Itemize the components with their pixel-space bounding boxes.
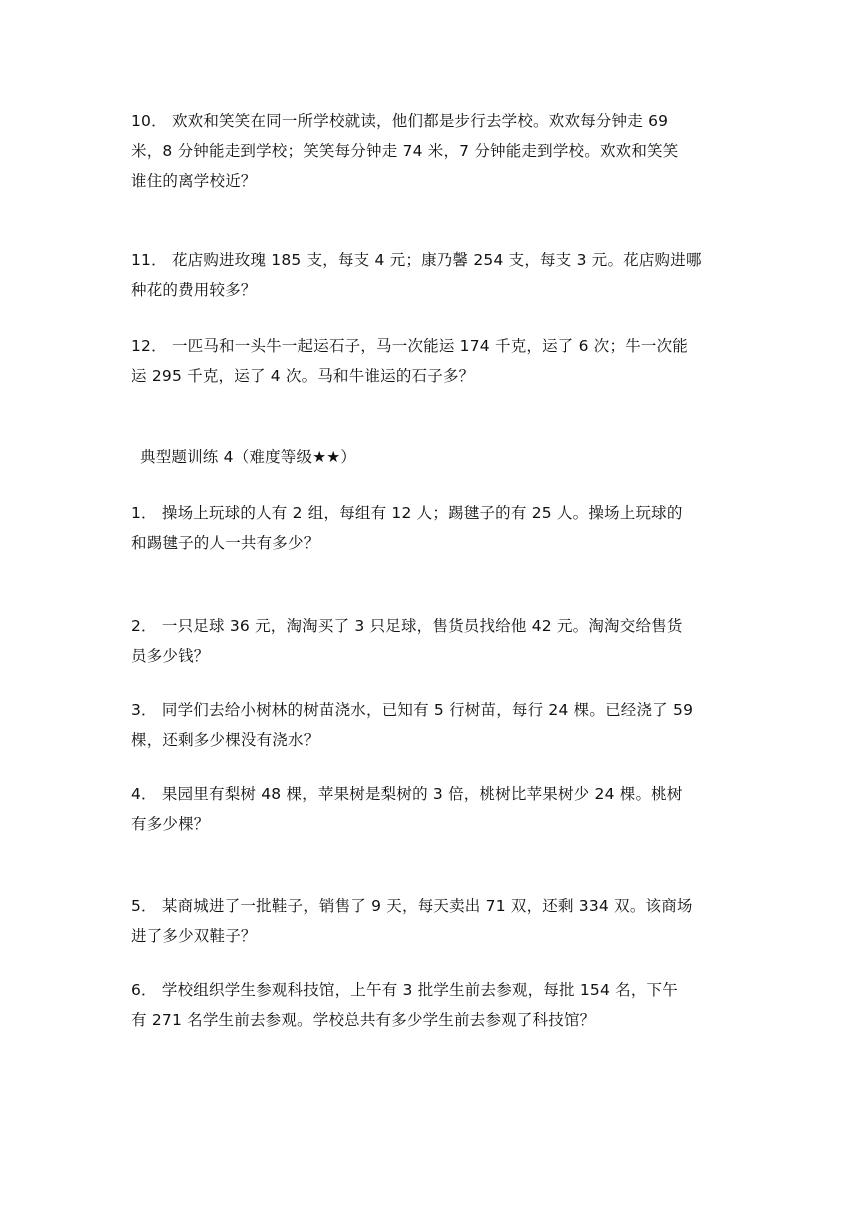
problem-6 <box>131 975 731 1035</box>
problem-line: 4． 果园里有梨树 48 棵，苹果树是梨树的 3 倍，桃树比苹果树少 24 棵。桃树 <box>131 785 683 803</box>
problem-10 <box>131 106 731 196</box>
problem-line: 运 295 千克，运了 4 次。马和牛谁运的石子多？ <box>131 367 475 385</box>
problem-line: 棵，还剩多少棵没有浇水？ <box>131 731 320 749</box>
problem-line: 3． 同学们去给小树林的树苗浇水，已知有 5 行树苗，每行 24 棵。已经浇了 59 <box>131 701 694 719</box>
problem-line: 11． 花店购进玫瑰 185 支，每支 4 元；康乃馨 254 支，每支 3 元。花店购进哪 <box>131 251 702 269</box>
problem-4 <box>131 779 731 839</box>
problem-line: 和踢毽子的人一共有多少？ <box>131 534 320 552</box>
problem-1 <box>131 498 731 558</box>
problem-line: 2． 一只足球 36 元，淘淘买了 3 只足球，售货员找给他 42 元。淘淘交给售货 <box>131 617 683 635</box>
problem-line: 12． 一匹马和一头牛一起运石子，马一次能运 174 千克，运了 6 次；牛一次能 <box>131 337 689 355</box>
problem-line: 10． 欢欢和笑笑在同一所学校就读，他们都是步行去学校。欢欢每分钟走 69 <box>131 112 669 130</box>
problem-12 <box>131 331 731 391</box>
problem-line: 谁住的离学校近？ <box>131 172 257 190</box>
problem-line: 5． 某商城进了一批鞋子，销售了 9 天，每天卖出 71 双，还剩 334 双。该商场 <box>131 897 693 915</box>
problem-line: 1． 操场上玩球的人有 2 组，每组有 12 人；踢毽子的有 25 人。操场上玩球的 <box>131 504 683 522</box>
problem-line: 有 271 名学生前去参观。学校总共有多少学生前去参观了科技馆？ <box>131 1011 596 1029</box>
problem-3 <box>131 695 731 755</box>
problem-line: 员多少钱？ <box>131 647 210 665</box>
problem-11 <box>131 245 731 305</box>
problem-line: 6． 学校组织学生参观科技馆，上午有 3 批学生前去参观，每批 154 名，下午 <box>131 981 678 999</box>
problem-line: 米，8 分钟能走到学校；笑笑每分钟走 74 米，7 分钟能走到学校。欢欢和笑笑 <box>131 142 679 160</box>
problem-line: 种花的费用较多？ <box>131 281 257 299</box>
problem-2 <box>131 611 731 671</box>
section-title: 典型题训练 4（难度等级★★） <box>140 448 357 466</box>
problem-line: 进了多少双鞋子？ <box>131 927 257 945</box>
problem-5 <box>131 891 731 951</box>
problem-line: 有多少棵？ <box>131 815 210 833</box>
